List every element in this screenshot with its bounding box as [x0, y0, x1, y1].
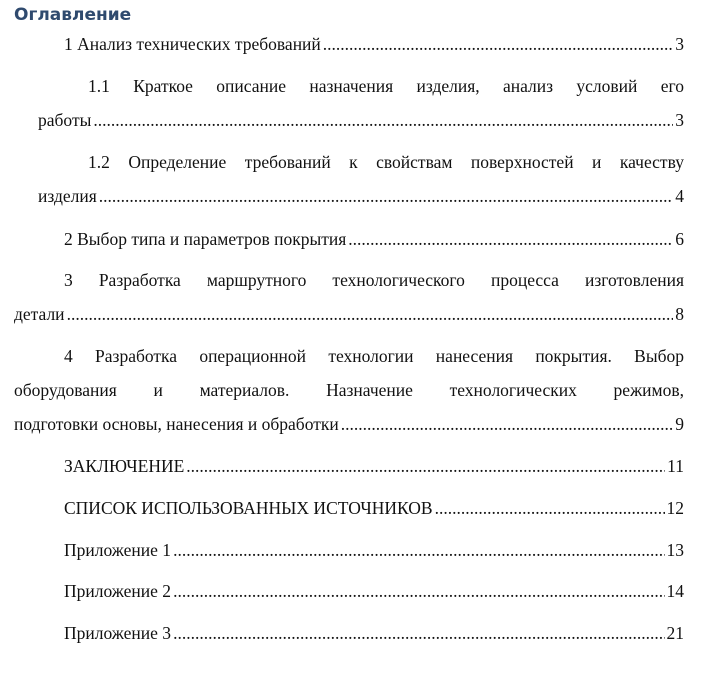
toc-entry-title: детали	[14, 304, 65, 324]
toc-entry-page: 11	[667, 456, 684, 476]
toc-entry-conclusion[interactable]	[64, 455, 684, 477]
dot-leader	[435, 497, 665, 519]
toc-entry-1-2-line1[interactable]: 1.2 Определение требований к свойствам поверхностей и качеству	[88, 152, 684, 172]
toc-entry-title: подготовки основы, нанесения и обработки	[14, 414, 339, 434]
toc-entry-title: Приложение 1	[64, 540, 172, 560]
toc-entry-3-line1[interactable]: 3 Разработка маршрутного технологического процесса изготовления	[64, 270, 684, 290]
toc-entry-page: 4	[675, 186, 684, 206]
toc-entry-page: 6	[675, 229, 684, 249]
toc-entry-3[interactable]	[14, 303, 684, 325]
toc-entry-appendix-3[interactable]	[64, 622, 684, 644]
toc-entry-title: СПИСОК ИСПОЛЬЗОВАННЫХ ИСТОЧНИКОВ	[64, 498, 433, 518]
dot-leader	[173, 580, 664, 602]
toc-entry-2[interactable]	[64, 228, 684, 250]
toc-entry-title: изделия	[38, 186, 97, 206]
toc-entry-page: 14	[666, 581, 684, 601]
toc-entry-title: работы	[38, 110, 92, 130]
toc-entry-4-line2[interactable]: оборудования и материалов. Назначение технологических режимов,	[14, 380, 684, 400]
toc-entry-title: Приложение 2	[64, 581, 172, 601]
dot-leader	[93, 109, 673, 131]
toc-entry-page: 3	[675, 34, 684, 54]
toc-entry-title: ЗАКЛЮЧЕНИЕ	[64, 456, 185, 476]
toc-entry-page: 13	[666, 540, 684, 560]
toc-heading: Оглавление	[14, 5, 132, 25]
toc-entry-page: 9	[675, 414, 684, 434]
dot-leader	[173, 622, 664, 644]
toc-entry-page: 21	[666, 623, 684, 643]
toc-entry-title: 1 Анализ технических требований	[64, 34, 321, 54]
toc-entry-page: 8	[675, 304, 684, 324]
toc-entry-page: 12	[666, 498, 684, 518]
dot-leader	[348, 228, 673, 250]
toc-entry-4[interactable]	[14, 413, 684, 435]
toc-entry-1-2[interactable]	[38, 185, 684, 207]
dot-leader	[186, 455, 665, 477]
dot-leader	[67, 303, 674, 325]
dot-leader	[323, 33, 673, 55]
toc-entry-1[interactable]	[64, 33, 684, 55]
toc-entry-1-1[interactable]	[38, 109, 684, 131]
toc-entry-title: Приложение 3	[64, 623, 172, 643]
toc-entry-appendix-2[interactable]	[64, 580, 684, 602]
toc-entry-page: 3	[675, 110, 684, 130]
dot-leader	[173, 539, 664, 561]
dot-leader	[99, 185, 673, 207]
toc-entry-sources[interactable]	[64, 497, 684, 519]
dot-leader	[341, 413, 674, 435]
toc-entry-4-line1[interactable]: 4 Разработка операционной технологии нанесения покрытия. Выбор	[64, 346, 684, 366]
toc-entry-1-1-line1[interactable]: 1.1 Краткое описание назначения изделия, анализ условий его	[88, 76, 684, 96]
toc-entry-appendix-1[interactable]	[64, 539, 684, 561]
toc-entry-title: 2 Выбор типа и параметров покрытия	[64, 229, 347, 249]
